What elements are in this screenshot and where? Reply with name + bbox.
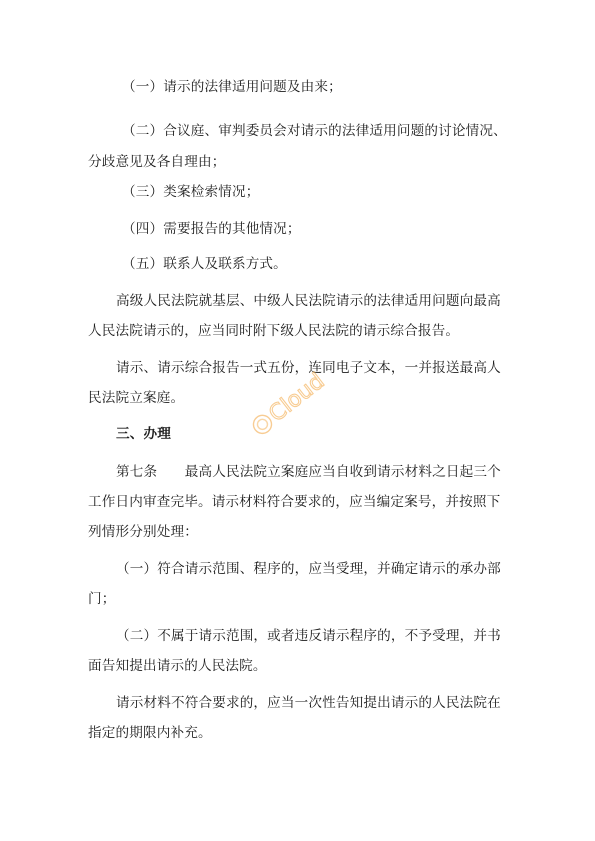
watermark-text: Cloud xyxy=(264,368,330,428)
paragraph-copies: 请示、请示综合报告一式五份，连同电子文本，一并报送最高人 xyxy=(116,360,501,376)
handling-item-1-cont: 门； xyxy=(88,591,116,607)
cloud-logo-icon xyxy=(231,338,355,453)
list-item-2-cont: 分歧意见及各自理由； xyxy=(88,154,226,170)
handling-item-2: （二）不属于请示范围，或者违反请示程序的，不予受理，并书 xyxy=(116,628,501,644)
handling-item-2-cont: 面告知提出请示的人民法院。 xyxy=(88,658,267,674)
paragraph-supplement-cont: 指定的期限内补充。 xyxy=(88,725,212,741)
list-item-2: （二）合议庭、审判委员会对请示的法律适用问题的讨论情况、 xyxy=(122,123,507,139)
list-item-3: （三）类案检索情况； xyxy=(122,184,260,200)
article-seven: 第七条 最高人民法院立案庭应当自收到请示材料之日起三个 xyxy=(116,464,501,480)
list-item-4: （四）需要报告的其他情况； xyxy=(122,221,301,237)
list-item-5: （五）联系人及联系方式。 xyxy=(122,256,287,272)
paragraph-copies-cont: 民法院立案庭。 xyxy=(88,390,185,406)
section-heading: 三、办理 xyxy=(116,426,171,442)
paragraph-high-court: 高级人民法院就基层、中级人民法院请示的法律适用问题向最高 xyxy=(116,293,501,309)
handling-item-1: （一）符合请示范围、程序的，应当受理，并确定请示的承办部 xyxy=(116,561,501,577)
article-seven-cont-2: 列情形分别处理： xyxy=(88,524,198,540)
paragraph-supplement: 请示材料不符合要求的，应当一次性告知提出请示的人民法院在 xyxy=(116,695,501,711)
list-item-1: （一）请示的法律适用问题及由来； xyxy=(122,79,342,95)
paragraph-high-court-cont: 人民法院请示的，应当同时附下级人民法院的请示综合报告。 xyxy=(88,323,460,339)
article-seven-cont-1: 工作日内审查完毕。请示材料符合要求的，应当编定案号，并按照下 xyxy=(88,494,501,510)
